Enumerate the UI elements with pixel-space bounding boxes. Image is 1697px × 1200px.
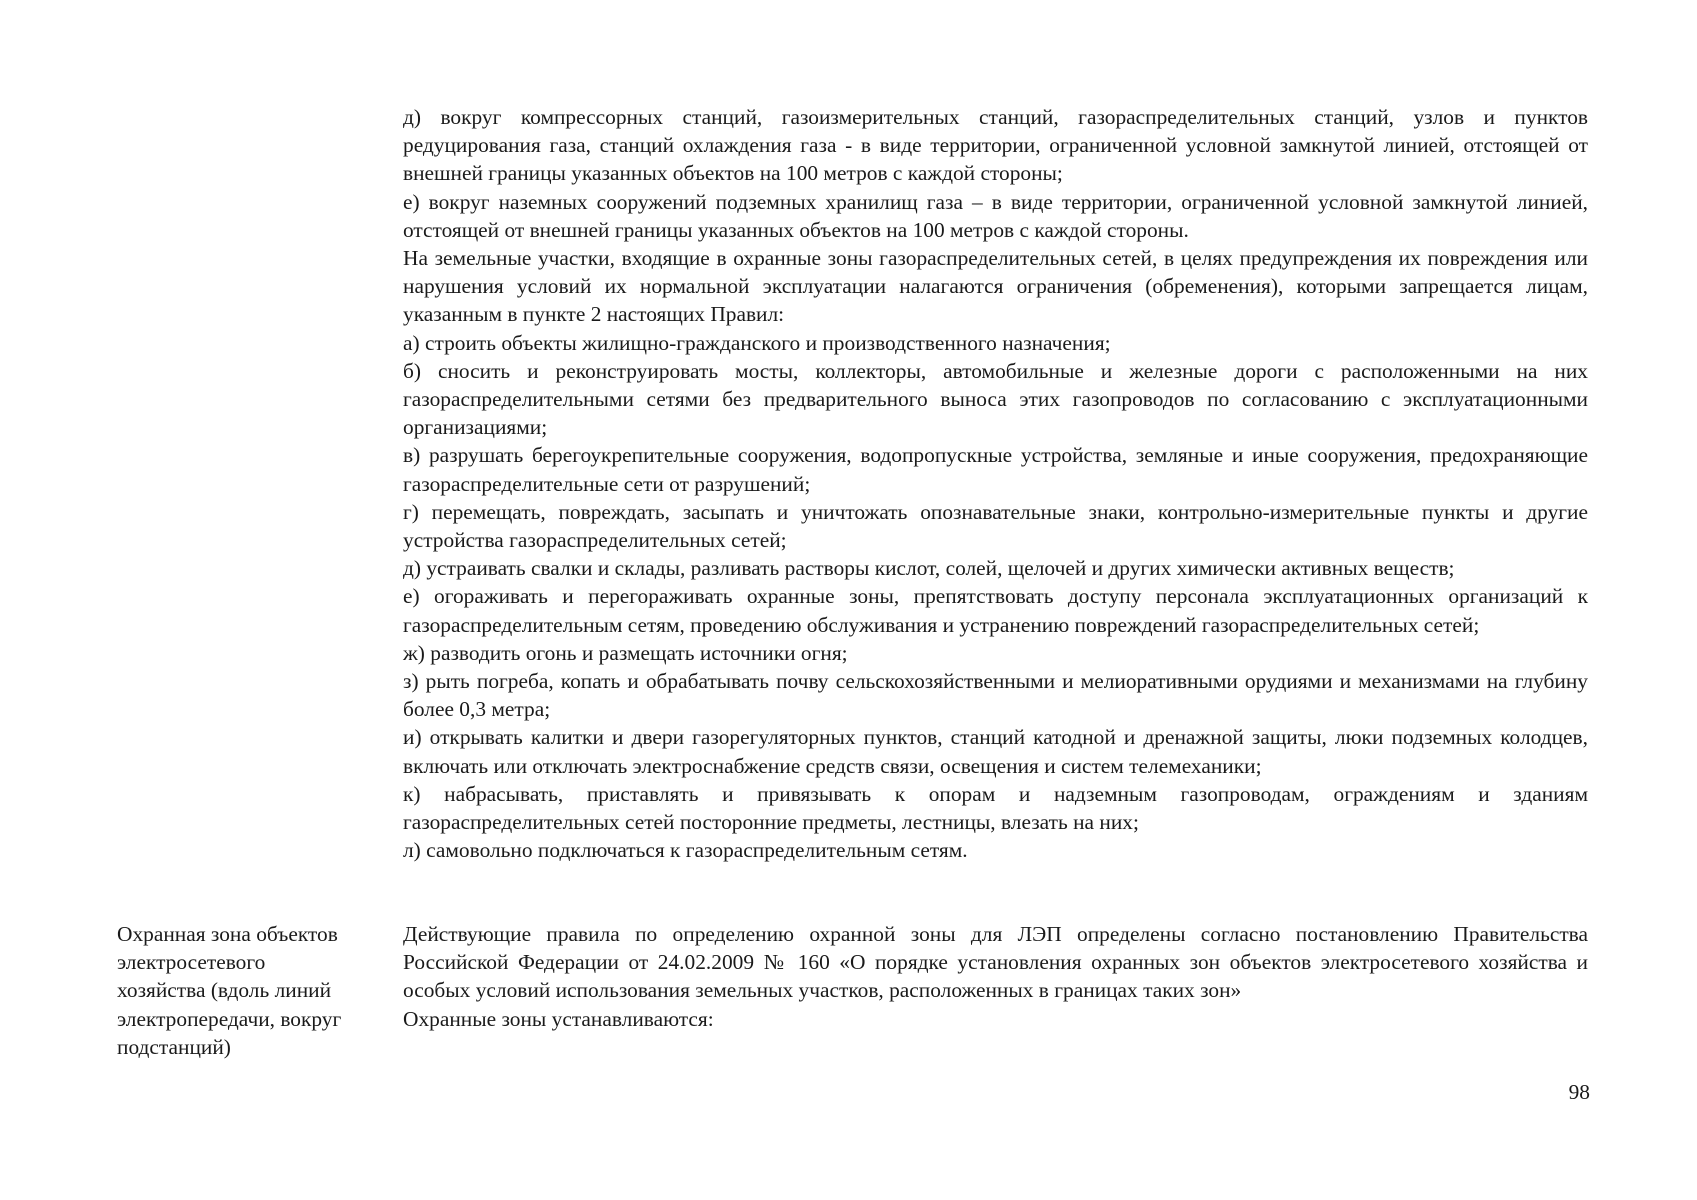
list-item-zh: ж) разводить огонь и размещать источники огня; xyxy=(403,640,848,665)
paragraph-d-compressor-stations: д) вокруг компрессорных станций, газоизмерительных станций, газораспределительных станций, узлов и пунктов редуцирования газа, станций охлаждения газа - в виде территории, ограниченной условной замкнутой линией, отстоящей от внешней границы указанных объектов на 100 метров с каждой стороны; xyxy=(403,105,1588,186)
list-item-b: б) сносить и реконструировать мосты, коллекторы, автомобильные и железные дороги с расположенными на них газораспределительными сетями без предварительного выноса этих газопроводов по согласованию с эксплуатационными организациями; xyxy=(403,358,1588,440)
list-item-i: и) открывать калитки и двери газорегуляторных пунктов, станций катодной и дренажной защиты, люки подземных колодцев, включать или отключать электроснабжение средств связи, освещения и систем телемеханики; xyxy=(403,725,1588,778)
section2-label: Охранная зона объектов электросетевого хозяйства (вдоль линий электропередачи, вокруг подстанций) xyxy=(117,922,342,1059)
list-item-a: а) строить объекты жилищно-гражданского и производственного назначения; xyxy=(403,330,1111,355)
list-item-z: з) рыть погреба, копать и обрабатывать почву сельскохозяйственными и мелиоративными орудиями и механизмами на глубину более 0,3 метра; xyxy=(403,669,1588,722)
paragraph-e-gas-storage: е) вокруг наземных сооружений подземных хранилищ газа – в виде территории, ограниченной условной замкнутой линией, отстоящей от внешней границы указанных объектов на 100 метров с каждой стороны. xyxy=(403,189,1588,242)
list-item-e: е) огораживать и перегораживать охранные зоны, препятствовать доступу персонала эксплуатационных организаций к газораспределительным сетям, проведению обслуживания и устранению повреждений газораспределительных сетей; xyxy=(403,584,1588,637)
list-item-g: г) перемещать, повреждать, засыпать и уничтожать опознавательные знаки, контрольно-измерительные пункты и другие устройства газораспределительных сетей; xyxy=(403,499,1588,553)
list-item-l: л) самовольно подключаться к газораспределительным сетям. xyxy=(403,838,968,863)
power-lines-rules-paragraph: Действующие правила по определению охранной зоны для ЛЭП определены согласно постановлению Правительства Российской Федерации от 24.02.2009 № 160 «О порядке установления охранных зон объектов электросетевого хозяйства и особых условий использования земельных участков, расположенных в границах таких зон» xyxy=(403,922,1588,1003)
section1-text xyxy=(403,103,1588,864)
section2-text xyxy=(403,920,1588,1033)
list-item-d: д) устраивать свалки и склады, разливать растворы кислот, солей, щелочей и других химически активных веществ; xyxy=(403,556,1455,581)
zones-established-paragraph: Охранные зоны устанавливаются: xyxy=(403,1006,714,1031)
list-item-k: к) набрасывать, приставлять и привязывать к опорам и надземным газопроводам, ограждениям и зданиям газораспределительных сетей посторонние предметы, лестницы, влезать на них; xyxy=(403,781,1588,835)
page-number: 98 xyxy=(1568,1080,1590,1104)
paragraph-restrictions-intro: На земельные участки, входящие в охранные зоны газораспределительных сетей, в целях предупреждения их повреждения или нарушения условий их нормальной эксплуатации налагаются ограничения (обременения), которыми запрещается лицам, указанным в пункте 2 настоящих Правил: xyxy=(403,246,1588,327)
list-item-v: в) разрушать берегоукрепительные сооружения, водопропускные устройства, земляные и иные сооружения, предохраняющие газораспределительные сети от разрушений; xyxy=(403,443,1588,496)
